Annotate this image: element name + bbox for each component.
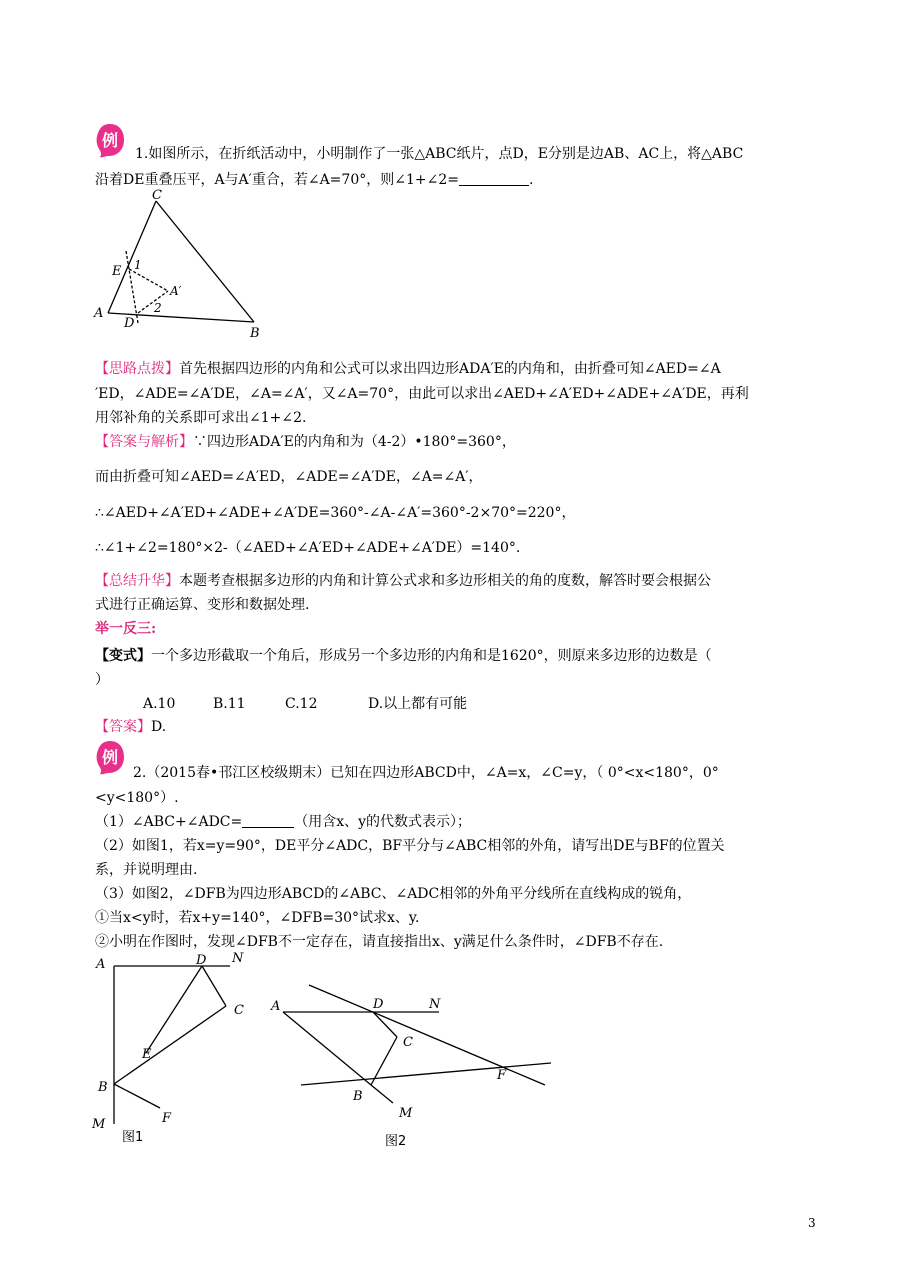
fig1-label-C: C [234, 1003, 244, 1018]
practice-answer: 【答案】D. [95, 719, 167, 735]
line-BM [371, 1085, 393, 1103]
fig2-label-F: F [497, 1068, 507, 1083]
label-A-prime: A′ [170, 284, 182, 298]
example-badge-icon [95, 122, 125, 158]
svg-text:例: 例 [101, 131, 119, 150]
fig2-caption: 图2 [385, 1134, 407, 1149]
edge-CD [373, 1012, 397, 1037]
ex1-question-line2: 沿着DE重叠压平，A与A′重合，若∠A=70°，则∠1+∠2= . [95, 172, 534, 188]
edge-AB [283, 1012, 371, 1085]
line-DE [146, 966, 202, 1053]
option-a: A.10 [143, 696, 176, 712]
hint-line1: 【思路点拨】首先根据四边形的内角和公式可以求出四边形ADA′E的内角和，由折叠可知∠AED=∠A [95, 361, 721, 377]
fig1-label-M: M [92, 1117, 106, 1132]
answer-line3: ∴∠AED+∠A′ED+∠ADE+∠A′DE=360°-∠A-∠A′=360°-2×70°=220°， [95, 505, 576, 521]
ex2-part1: （1）∠ABC+∠ADC= （用含x、y的代数式表示）； [95, 814, 472, 830]
fig2-label-C: C [403, 1035, 413, 1050]
edge-CB [114, 1006, 226, 1084]
fold-DA-prime [138, 291, 168, 313]
ex2-line1: 2.（2015春•邗江区校级期末）已知在四边形ABCD中，∠A=x，∠C=y，（ 0°<x<180°，0° [133, 765, 719, 781]
edge-DC [202, 966, 226, 1006]
variant-line2: ） [95, 672, 109, 688]
answer-blank [242, 813, 294, 828]
line-BF [114, 1084, 160, 1108]
fig2-label-B: B [353, 1089, 363, 1104]
fig1-label-B: B [98, 1080, 108, 1095]
summary-line2: 式进行正确运算、变形和数据处理. [95, 597, 310, 613]
svg-text:例: 例 [101, 748, 119, 767]
figure-1 [88, 948, 268, 1148]
fold-EA-prime [129, 269, 168, 291]
ex2-part2-line2: 系，并说明理由. [95, 862, 198, 878]
answer-line2: 而由折叠可知∠AED=∠A′ED，∠ADE=∠A′DE，∠A=∠A′， [95, 469, 483, 485]
fig2-label-D: D [373, 997, 384, 1012]
label-A: A [94, 306, 104, 321]
ex2-part3-line3: ②小明在作图时，发现∠DFB不一定存在，请直接指出x、y满足什么条件时，∠DFB不存在. [95, 934, 664, 950]
example-badge-icon [95, 739, 125, 775]
fig1-caption: 图1 [122, 1130, 144, 1145]
label-E: E [112, 264, 122, 279]
label-C: C [152, 188, 162, 203]
label-angle-1: 1 [134, 258, 142, 272]
fig1-label-A: A [96, 957, 106, 972]
figure-2 [265, 975, 565, 1155]
fig1-label-F: F [162, 1111, 172, 1126]
ex2-line2: <y<180°）. [95, 790, 179, 806]
label-angle-2: 2 [154, 301, 162, 315]
ex1-triangle-figure [90, 185, 280, 345]
fig1-label-N: N [232, 951, 244, 966]
page-number: 3 [808, 1216, 816, 1230]
answer-line4: ∴∠1+∠2=180°×2-（∠AED+∠A′ED+∠ADE+∠A′DE）=140°. [95, 540, 521, 556]
fig2-label-N: N [429, 997, 441, 1012]
answer-line1: 【答案与解析】∵四边形ADA′E的内角和为（4-2）•180°=360°， [95, 434, 516, 450]
variant-line1: 【变式】一个多边形截取一个角后，形成另一个多边形的内角和是1620°，则原来多边形的边数是（ [95, 648, 712, 664]
fig2-label-M: M [399, 1106, 413, 1121]
answer-blank [459, 171, 529, 186]
hint-line2: ′ED，∠ADE=∠A′DE，∠A=∠A′，又∠A=70°，由此可以求出∠AED+∠A′ED+∠ADE+∠A′DE，再利 [95, 386, 749, 402]
line-DF [309, 985, 545, 1085]
hint-line3: 用邻补角的关系即可求出∠1+∠2. [95, 410, 307, 426]
ex2-part3-line1: （3）如图2，∠DFB为四边形ABCD的∠ABC、∠ADC相邻的外角平分线所在直线构成的锐角， [95, 886, 692, 902]
ex1-question-line1: 1.如图所示，在折纸活动中，小明制作了一张△ABC纸片，点D，E分别是边AB、AC上，将△ABC [135, 146, 744, 162]
label-D: D [124, 316, 135, 331]
fig1-label-E: E [142, 1047, 152, 1062]
fig2-label-A: A [271, 999, 281, 1014]
ex2-part3-line2: ①当x<y时，若x+y=140°，∠DFB=30°试求x、y. [95, 910, 420, 926]
option-d: D.以上都有可能 [368, 696, 468, 712]
line-BF [301, 1063, 551, 1085]
option-b: B.11 [213, 696, 246, 712]
edge-AC [108, 201, 156, 313]
summary-line1: 【总结升华】本题考查根据多边形的内角和计算公式求和多边形相关的角的度数，解答时要会根据公 [95, 573, 711, 589]
label-B: B [250, 326, 260, 341]
practice-title: 举一反三: [95, 621, 157, 637]
ex2-part2-line1: （2）如图1，若x=y=90°，DE平分∠ADC，BF平分与∠ABC相邻的外角，请写出DE与BF的位置关 [95, 838, 725, 854]
edge-CB [156, 201, 254, 322]
option-c: C.12 [285, 696, 318, 712]
fig1-label-D: D [196, 953, 207, 968]
